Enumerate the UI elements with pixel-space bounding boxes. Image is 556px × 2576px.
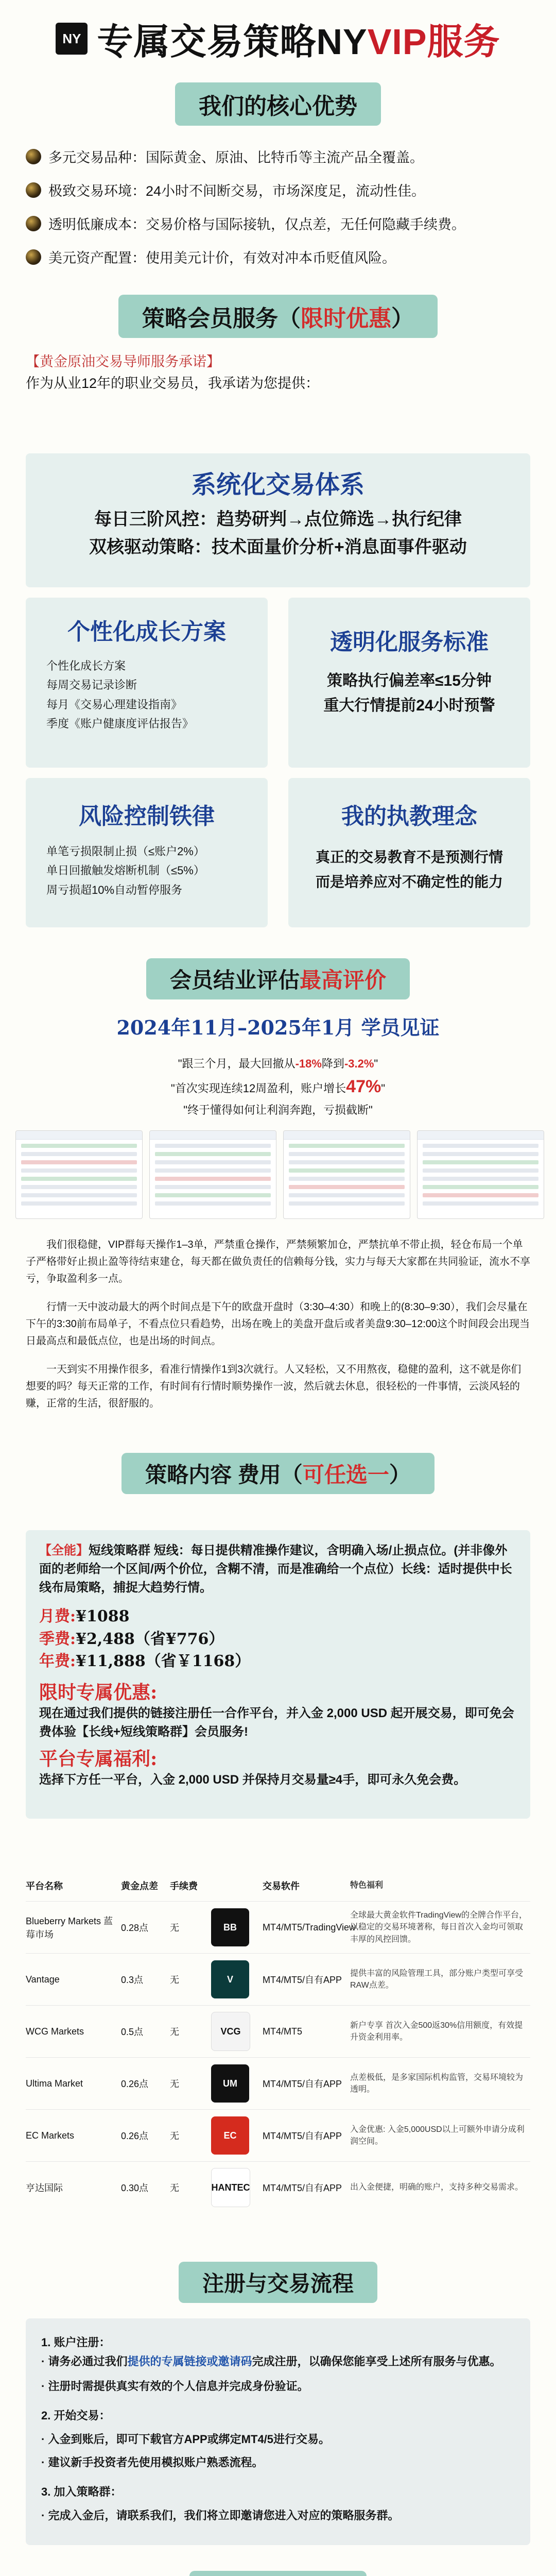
screenshot-thumb <box>283 1130 410 1219</box>
title-vip: VIP服务 <box>367 21 500 62</box>
broker-name: Ultima Market <box>26 2078 83 2089</box>
advantage-item: 极致交易环境：24小时不间断交易，市场深度足，流动性佳。 <box>26 180 556 200</box>
strategy-intro: 【黄金原油交易导师服务承诺】 作为从业12年的职业交易员，我承诺为您提供： <box>26 354 320 391</box>
review-paragraphs: 我们很稳健，VIP群每天操作1–3单，严禁重仓操作，严禁频繁加仓，严禁抗单不带止损，轻仓布局一个单子严格带好止损止盈等待结束建仓，每天都在做负责任的信赖每分钱，实力与每天大家都在共同验证，流水不享亏，争取盈利多一点。 行情一天中波动最大的两个时间点是下午的欧盘开盘时（3:30–4:30）和晚上的(8:30–9:30），我们会尽量在下午的3:30前布局单子，不看点位只看趋势，出场在晚上的美盘开盘后或者美盘9:30–12:00这个时间段会出现当日最高点和最低点位，也是出场的时间点。 一天到实不用操作很多，看准行情操作1到3次就行。人又轻松，又不用熬夜，稳健的盈利，这不就是你们想要的吗？每天正常的工作，有时间有行情时顺势操作一波，然后就去休息，很轻松的一件事情，云淡风轻的赚，正常的生活，很舒服的。 <box>26 1239 530 1409</box>
broker-logo: EC <box>211 2116 249 2155</box>
bullet-icon <box>26 249 41 265</box>
title-main: 专属交易策略NY <box>97 21 368 62</box>
process-heading: 注册与交易流程 <box>179 2262 377 2303</box>
process-box: 1. 账户注册： · 请务必通过我们提供的专属链接或邀请码完成注册，以确保您能享受上述所有服务与优惠。 · 注册时需提供真实有效的个人信息并完成身份验证。 2. 开始交易： · 入金到账后，即可下载官方APP或绑定MT4/5进行交易。 · 建议新手投资者先使用模拟账户熟悉流程。 3. 加入策略群： · 完成入金后，请联系我们，我们将立即邀请您进入对应的策略服务群。 <box>26 2318 530 2545</box>
bullet-icon <box>26 216 41 231</box>
header <box>0 0 556 77</box>
advantages-list <box>0 146 556 267</box>
broker-table <box>26 1870 530 2213</box>
testimonials: "跟三个月，最大回撤从-18%降到-3.2%" "首次实现连续12周盈利，账户增长47%" "终于懂得如何让利润奔跑，亏损截断" <box>170 1057 386 1116</box>
personal-box: 个性化成长方案 个性化成长方案 每周交易记录诊断 每月《交易心理建设指南》 季度《账户健康度评估报告》 <box>26 598 268 768</box>
review-period: 2024年11月–2025年1月 学员见证 <box>116 1016 440 1039</box>
advantages-heading: 我们的核心优势 <box>175 82 381 126</box>
strategy-heading: 策略会员服务（限时优惠） <box>118 295 438 338</box>
broker-logo: UM <box>211 2064 249 2103</box>
system-title: 系统化交易体系 <box>191 470 364 499</box>
broker-name: Vantage <box>26 1974 60 1985</box>
bullet-icon <box>26 182 41 198</box>
broker-logo: VCG <box>211 2012 250 2051</box>
screenshot-thumb <box>417 1130 544 1219</box>
system-box: 系统化交易体系 每日三阶风控：趋势研判→点位筛选→执行纪律 双核驱动策略：技术面量价分析+消息面事件驱动 <box>26 453 530 587</box>
advantage-item: 美元资产配置：使用美元计价，有效对冲本币贬值风险。 <box>26 247 556 267</box>
page-title <box>97 13 500 65</box>
review-section <box>0 958 556 1119</box>
table-row: EC Markets 0.26点 无 EC MT4/MT5/自有APP 入金优惠: 入金5,000USD以上可额外申请分成利润空间。 <box>26 2109 530 2161</box>
pricing-heading: 策略内容 费用（可任选一） <box>121 1453 435 1494</box>
broker-logo: V <box>211 1960 249 1998</box>
broker-logo: HANTEC <box>211 2168 250 2207</box>
broker-logo: BB <box>211 1908 249 1946</box>
risk-heading <box>189 2571 367 2576</box>
table-row: 亨达国际 0.30点 无 HANTEC MT4/MT5/自有APP 出入金便捷，明确的账户，支持多种交易需求。 <box>26 2161 530 2213</box>
table-row: Blueberry Markets 蓝莓市场 0.28点 无 BB MT4/MT5/TradingView 全球最大黄金软件TradingView的全牌合作平台，以稳定的交易环境著称，每日首次入金均可领取丰厚的风控回馈。 <box>26 1901 530 1953</box>
brand-logo: NY <box>56 23 88 55</box>
broker-name: 亨达国际 <box>26 2183 63 2193</box>
broker-name: EC Markets <box>26 2130 75 2141</box>
advantage-item: 多元交易品种：国际黄金、原油、比特币等主流产品全覆盖。 <box>26 146 556 166</box>
review-heading: 会员结业评估最高评价 <box>146 958 410 999</box>
table-header: 平台名称 黄金点差 手续费 交易软件 特色福利 <box>26 1881 384 1891</box>
table-row: Vantage 0.3点 无 V MT4/MT5/自有APP 提供丰富的风险管理工具，部分账户类型可享受RAW点差。 <box>26 1953 530 2005</box>
table-row: WCG Markets 0.5点 无 VCG MT4/MT5 新户专享 首次入金500返30%信用额度，有效提升资金利用率。 <box>26 2005 530 2057</box>
transparent-box: 透明化服务标准 策略执行偏差率≤15分钟 重大行情提前24小时预警 <box>288 598 530 768</box>
commit-box: 我的执教理念 真正的交易教育不是预测行情 而是培养应对不确定性的能力 <box>288 778 530 927</box>
advantage-item: 透明低廉成本：交易价格与国际接轨，仅点差，无任何隐藏手续费。 <box>26 213 556 233</box>
screenshot-thumb <box>149 1130 276 1219</box>
broker-name: WCG Markets <box>26 2026 84 2037</box>
pricing-box: 【全能】短线策略群 短线：每日提供精准操作建议，含明确入场/止损点位。(并非像外面的老师给一个区间/两个价位，含糊不清，而是准确给一个点位）长线：适时提供中长线布局策略，捕捉大趋势行情。 月费:¥1088 季费:¥2,488（省¥776） 年费:¥11,888（省￥1168） 限时专属优惠: 现在通过我们提供的链接注册任一合作平台，并入金 2,000 USD 起开展交易，即可免会费体验【长线+短线策略群】会员服务! 平台专属福利: 选择下方任一平台，入金 2,000 USD 并保持月交易量≥4手，即可永久免会费。 <box>26 1530 530 1819</box>
broker-name: Blueberry Markets 蓝莓市场 <box>26 1916 113 1940</box>
screenshot-thumb <box>15 1130 143 1219</box>
table-row: Ultima Market 0.26点 无 UM MT4/MT5/自有APP 点差极低，是多家国际机构监管，交易环境较为透明。 <box>26 2057 530 2109</box>
bullet-icon <box>26 149 41 164</box>
price-list: 月费:¥1088 季费:¥2,488（省¥776） 年费:¥11,888（省￥1168） <box>39 1607 251 1670</box>
risk-box: 风险控制铁律 单笔亏损限制止损（≤账户2%） 单日回撤触发熔断机制（≤5%） 周亏损超10%自动暂停服务 <box>26 778 268 927</box>
